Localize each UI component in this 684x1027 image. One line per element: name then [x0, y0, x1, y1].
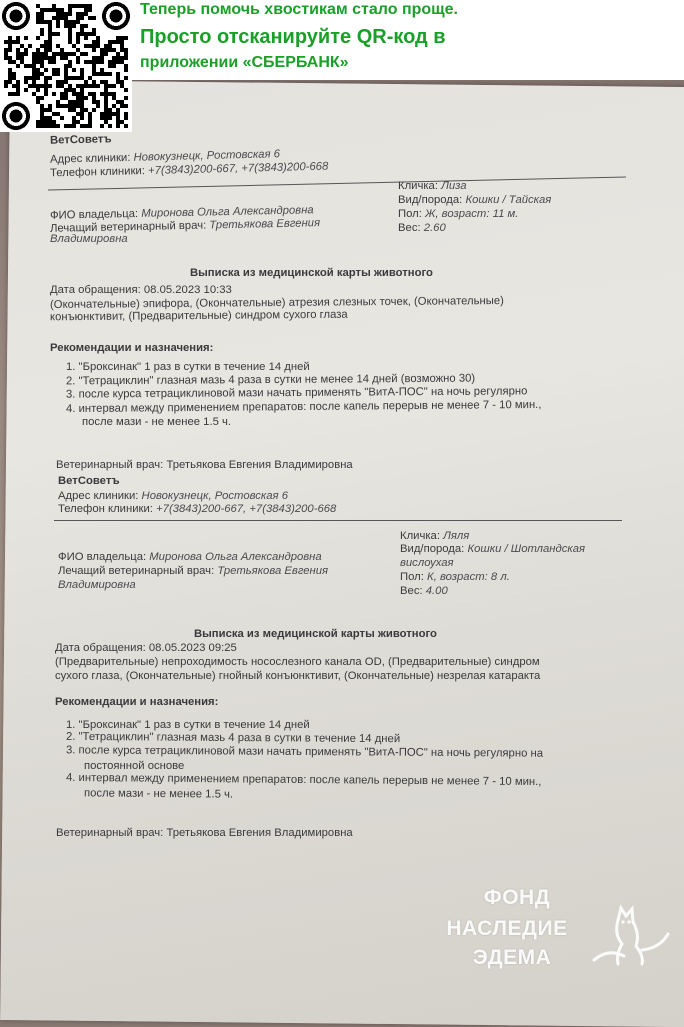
vet-2-cont: Владимировна — [58, 579, 136, 591]
rec-1-4-cont: после мази - не менее 1.5 ч. — [82, 416, 232, 428]
cat-logo-icon — [588, 900, 672, 972]
rec-2-3-cont: постоянной основе — [84, 760, 185, 772]
clinic-name-2: ВетСоветъ — [58, 475, 120, 487]
rec-2-2: 2. "Тетрациклин" глазная мазь 4 раза в сутки в течение 14 дней — [65, 730, 401, 746]
divider-2 — [54, 520, 622, 521]
pet-breed-2-cont: вислоухая — [400, 557, 454, 569]
diagnosis-1-line2: конъюнктивит, (Предварительные) синдром сухого глаза — [49, 308, 348, 324]
clinic-phone-1: Телефон клиники: +7(3843)200-667, +7(3843)200-668 — [49, 160, 329, 180]
pet-sex-1: Пол: Ж, возраст: 11 м. — [398, 208, 519, 220]
diagnosis-1-line1: (Окончательные) эпифора, (Окончательные) атрезия слезных точек, (Окончательные) — [49, 295, 504, 311]
pet-breed-2: Вид/порода: Кошки / Шотландская — [400, 543, 586, 555]
recommendations-title-2: Рекомендации и назначения: — [55, 696, 219, 708]
recommendations-title-1: Рекомендации и назначения: — [50, 342, 214, 354]
rec-2-4-cont: после мази - не менее 1.5 ч. — [83, 787, 234, 801]
clinic-address-2: Адрес клиники: Новокузнецк, Ростовская 6 — [58, 490, 288, 502]
vet-1: Лечащий ветеринарный врач: Третьякова Евгения — [49, 217, 321, 235]
pet-breed-1: Вид/порода: Кошки / Тайская — [398, 194, 552, 206]
pet-weight-2: Вес: 4.00 — [400, 585, 448, 597]
promo-line-1: Теперь помочь хвостикам стало проще. — [140, 1, 458, 18]
watermark-line-3: ЭДЕМА — [472, 946, 552, 969]
watermark-line-2: НАСЛЕДИЕ — [446, 917, 568, 940]
signature-2: Ветеринарный врач: Третьякова Евгения Владимировна — [56, 827, 353, 839]
visit-date-2: Дата обращения: 08.05.2023 09:25 — [55, 642, 237, 654]
owner-2: ФИО владельца: Миронова Ольга Александровна — [58, 551, 322, 563]
diagnosis-2-line2: сухого глаза, (Окончательные) гнойный конъюнктивит, (Окончательные) незрелая катаракта — [55, 670, 541, 682]
vet-2: Лечащий ветеринарный врач: Третьякова Евгения — [58, 565, 329, 577]
rec-2-4: 4. интервал между применением препаратов: после капель перерыв не менее 7 - 10 мин., — [65, 771, 542, 789]
rec-2-1: 1. "Броксинак" 1 раз в сутки в течение 14 дней — [66, 719, 310, 731]
clinic-address-1: Адрес клиники: Новокузнецк, Ростовская 6 — [49, 148, 281, 166]
rec-1-2: 2. "Тетрациклин" глазная мазь 4 раза в сутки не менее 14 дней (возможно 30) — [65, 372, 476, 388]
rec-2-3: 3. после курса тетрациклиновой мази начать применять "ВитА-ПОС" на ночь регулярно на — [65, 744, 544, 760]
qr-code-icon[interactable] — [0, 0, 132, 132]
clinic-phone-2: Телефон клиники: +7(3843)200-667, +7(3843)200-668 — [58, 503, 337, 515]
rec-1-1: 1. "Броксинак" 1 раз в сутки в течение 14 дней — [66, 361, 310, 373]
rec-1-4: 4. интервал между применением препаратов: после капель перерыв не менее 7 - 10 мин., — [65, 398, 542, 416]
extract-title-2: Выписка из медицинской карты животного — [194, 628, 437, 640]
rec-1-3: 3. после курса тетрациклиновой мази начать применять "ВитА-ПОС" на ночь регулярно — [65, 385, 528, 401]
promo-line-3: приложении «СБЕРБАНК» — [140, 54, 349, 71]
diagnosis-2-line1: (Предварительные) непроходимость носослезного канала OD, (Предварительные) синдром — [55, 656, 540, 668]
visit-date-1: Дата обращения: 08.05.2023 10:33 — [50, 284, 232, 296]
pet-sex-2: Пол: К, возраст: 8 л. — [400, 571, 510, 583]
vet-1-cont: Владимировна — [50, 233, 128, 245]
extract-title-1: Выписка из медицинской карты животного — [190, 267, 433, 279]
watermark-line-1: ФОНД — [483, 886, 551, 909]
divider-1 — [48, 176, 626, 190]
promo-line-2: Просто отсканируйте QR-код в — [140, 26, 446, 48]
pet-weight-1: Вес: 2.60 — [398, 222, 446, 234]
signature-1: Ветеринарный врач: Третьякова Евгения Владимировна — [56, 459, 353, 471]
pet-name-2: Кличка: Ляля — [400, 530, 470, 542]
pet-name-1: Кличка: Лиза — [398, 180, 467, 192]
clinic-name-1: ВетСоветъ — [49, 133, 112, 147]
owner-1: ФИО владельца: Миронова Ольга Александровна — [49, 204, 314, 222]
